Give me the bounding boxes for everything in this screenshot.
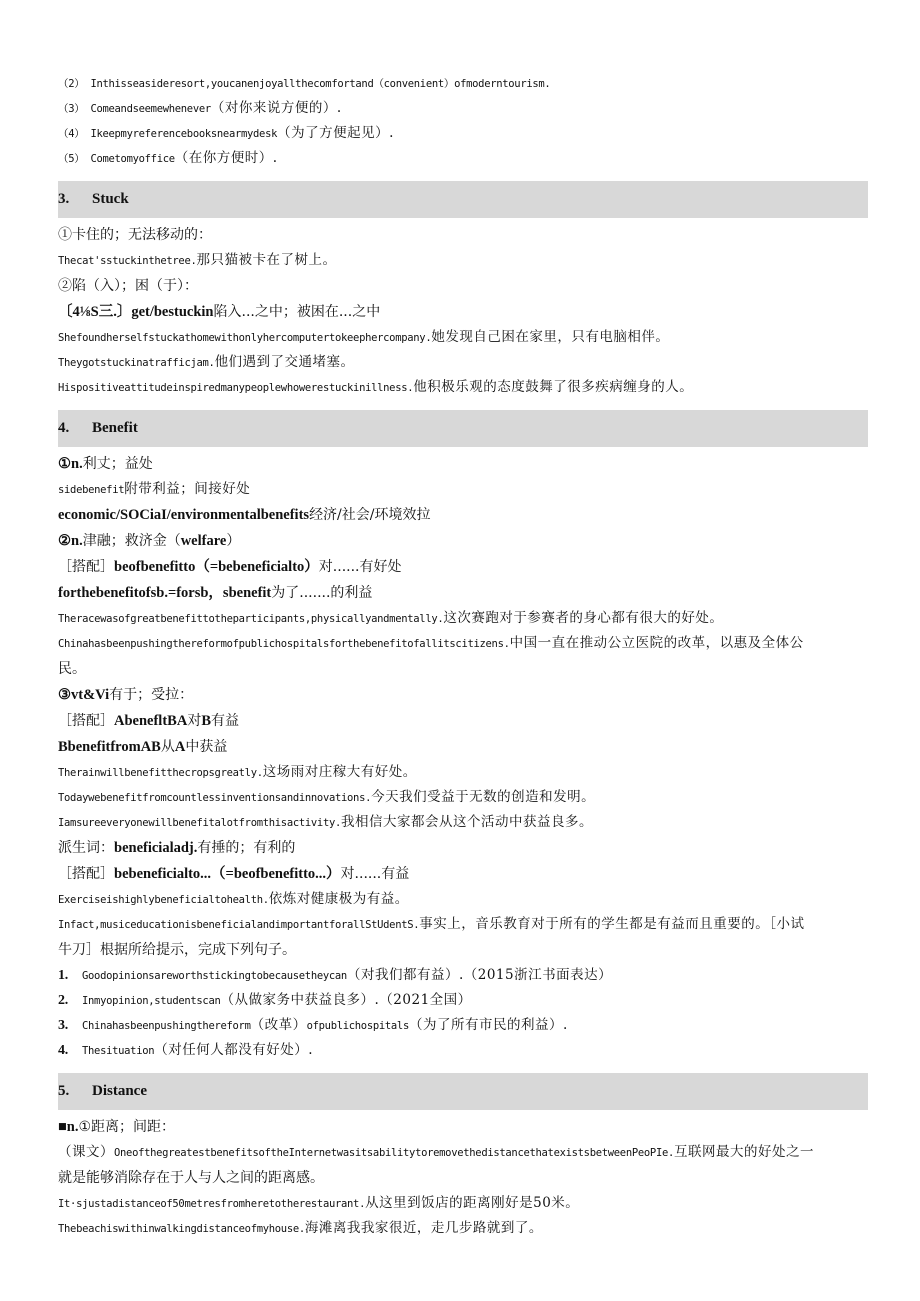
- example-cn: 那只猫被卡在了树上。: [196, 252, 337, 268]
- example-sentence: [58, 606, 868, 631]
- collocation-label: ［搭配］: [58, 713, 114, 729]
- definition-cn: 利丈；益处: [82, 456, 153, 472]
- derivative-en: beneficialadj.: [114, 840, 198, 856]
- example-sentence: [58, 350, 868, 375]
- section-header-stuck: [58, 181, 868, 218]
- example-en: It·sjustadistanceof50metresfromheretotherestaurant.: [58, 1198, 366, 1210]
- example-sentence: [58, 1216, 868, 1241]
- definition-en: welfare: [180, 533, 227, 549]
- section-number: 3.: [58, 191, 70, 207]
- collocation-label: ［搭配］: [58, 866, 114, 882]
- example-cn: 她发现自己困在家里，只有电脑相伴。: [431, 329, 670, 345]
- collocation: [58, 708, 868, 734]
- collocation-cn: 对......有益: [340, 866, 410, 882]
- collocation-cn: 经济/社会/环境效拉: [309, 507, 431, 523]
- definition: [58, 451, 868, 477]
- collocation-cn: 从: [160, 739, 175, 755]
- collocation-cn: 对: [187, 713, 202, 729]
- exercise-item: [58, 988, 868, 1013]
- collocation: [58, 502, 868, 528]
- example-sentence: [58, 887, 868, 912]
- collocation-cn: 为了.......的利益: [271, 585, 373, 601]
- example-sentence: [58, 248, 868, 273]
- example-cn: 中国一直在推动公立医院的改革，以惠及全体公: [509, 635, 804, 651]
- example-en: Thebeachiswithinwalkingdistanceofmyhouse.: [58, 1223, 305, 1235]
- section-title: Benefit: [92, 420, 138, 436]
- collocation: [58, 477, 868, 502]
- example-sentence: [58, 1191, 868, 1216]
- collocation: [58, 554, 868, 580]
- exercise-number: 4.: [58, 1043, 68, 1058]
- example-cn: 这次赛跑对于参赛者的身心都有很大的好处。: [443, 610, 724, 626]
- collocation-en: beofbenefitto（=bebeneficialto）: [114, 559, 319, 575]
- exercise-number: 1.: [58, 968, 68, 983]
- collocation-en: sidebenefit: [58, 484, 125, 496]
- example-en: Therainwillbenefitthecropsgreatly.: [58, 767, 263, 779]
- exercise-hint: （对任何人都没有好处）.: [154, 1042, 314, 1058]
- example-cn: 他们遇到了交通堵塞。: [214, 354, 355, 370]
- item-text: Cometomyoffice: [90, 153, 175, 165]
- exercise-number: 2.: [58, 993, 68, 1008]
- example-cn: 他积极乐观的态度鼓舞了很多疾病缠身的人。: [413, 379, 694, 395]
- example-sentence: [58, 1140, 868, 1165]
- example-continuation: 就是能够消除存在于人与人之间的距离感。: [58, 1170, 324, 1186]
- example-en: Infact,musiceducationisbeneficialandimportantforallStUdentS.: [58, 919, 420, 931]
- item-hint: （对你来说方便的）.: [210, 100, 342, 116]
- example-cn: 从这里到饭店的距离刚好是50米。: [365, 1195, 580, 1211]
- definition-pos: ■n.: [58, 1119, 79, 1135]
- example-en: Chinahasbeenpushingthereformofpublichospitalsforthebenefitofallitscitizens.: [58, 638, 510, 650]
- phrase: [58, 299, 868, 325]
- item-number: （3）: [58, 103, 85, 115]
- example-continuation: 民。: [58, 661, 86, 677]
- exercise-number: 3.: [58, 1018, 68, 1033]
- definition-cn: ）: [226, 533, 241, 549]
- definition-cn: 有于；受拉：: [109, 687, 194, 703]
- example-en: Shefoundherselfstuckathomewithonlyhercomputertokeephercompany.: [58, 332, 432, 344]
- section-header-benefit: [58, 410, 868, 447]
- example-cn: 海滩离我我家很近，走几步路就到了。: [304, 1220, 543, 1236]
- example-source: （课文）: [58, 1144, 114, 1160]
- item-number: （2）: [58, 78, 85, 90]
- item-text: Comeandseemewhenever: [90, 103, 211, 115]
- example-sentence: [58, 912, 868, 937]
- exercise-source: （2015浙江书面表达）: [463, 967, 613, 983]
- example-en: Hispositiveattitudeinspiredmanypeoplewhowerestuckinillness.: [58, 382, 414, 394]
- collocation: [58, 580, 868, 606]
- item-number: （5）: [58, 153, 85, 165]
- derivative: [58, 835, 868, 861]
- exercise-hint: （对我们都有益）.: [346, 967, 464, 983]
- exercise-text: ofpublichospitals: [306, 1020, 409, 1032]
- example-en: OneofthegreatestbenefitsoftheInternetwasitsabilitytoremovethedistancethatexistsbetweenPeoPIe.: [114, 1147, 675, 1159]
- exercise-source: （2021全国）: [379, 992, 472, 1008]
- example-sentence: [58, 760, 868, 785]
- intro-item-3: [58, 96, 868, 121]
- example-en: Theracewasofgreatbenefittotheparticipants,physicallyandmentally.: [58, 613, 444, 625]
- item-number: （4）: [58, 128, 85, 140]
- section-number: 5.: [58, 1083, 70, 1099]
- example-sentence: [58, 785, 868, 810]
- example-continuation: 牛刀］根据所给提示，完成下列句子。: [58, 942, 296, 958]
- exercise-hint: （改革）: [250, 1017, 307, 1033]
- intro-item-4: [58, 121, 868, 146]
- collocation-en: forthebenefitofsb.=forsb，sbenefit: [58, 585, 272, 601]
- definition-pos: ①n.: [58, 456, 83, 472]
- example-en: Thecat'sstuckinthetree.: [58, 255, 197, 267]
- exercise-text: Inmyopinion,studentscan: [82, 995, 221, 1007]
- example-en: Theygotstuckinatrafficjam.: [58, 357, 215, 369]
- example-sentence: [58, 810, 868, 835]
- item-hint: （在你方便时）.: [174, 150, 278, 166]
- definition-pos: ②n.: [58, 533, 83, 549]
- derivative-label: 派生词：: [58, 840, 114, 856]
- item-text: Inthisseasideresort,youcanenjoyallthecomfortand（convenient）ofmoderntourism.: [90, 78, 551, 90]
- example-sentence: [58, 631, 868, 656]
- collocation-en: bebeneficialto...（=beofbenefitto...）: [114, 866, 341, 882]
- definition: ①卡住的；无法移动的：: [58, 227, 212, 243]
- collocation-cn: 附带利益；间接好处: [124, 481, 251, 497]
- definition: [58, 682, 868, 708]
- exercise-item: [58, 963, 868, 988]
- exercise-item: [58, 1013, 868, 1038]
- example-cn: 事实上，音乐教育对于所有的学生都是有益而且重要的。［小试: [419, 916, 805, 932]
- exercise-text: Thesituation: [82, 1045, 155, 1057]
- exercise-hint: （从做家务中获益良多）.: [220, 992, 380, 1008]
- example-en: Iamsureeveryonewillbenefitalotfromthisactivity.: [58, 817, 342, 829]
- collocation-cn: 有益: [210, 713, 239, 729]
- section-title: Distance: [92, 1083, 147, 1099]
- example-sentence: [58, 325, 868, 350]
- section-header-distance: [58, 1073, 868, 1110]
- example-cn: 这场雨对庄稼大有好处。: [262, 764, 417, 780]
- definition-pos: ③vt&Vi: [58, 687, 110, 703]
- collocation-en: economic/SOCiaI/environmentalbenefits: [58, 507, 310, 523]
- intro-item-2: [58, 72, 868, 96]
- exercise-hint: （为了所有市民的利益）.: [408, 1017, 568, 1033]
- definition-cn: 津融；救济金（: [82, 533, 181, 549]
- intro-item-5: [58, 146, 868, 171]
- collocation: [58, 861, 868, 887]
- example-cn: 今天我们受益于无数的创造和发明。: [371, 789, 596, 805]
- derivative-cn: 有捶的；有利的: [197, 840, 296, 856]
- item-text: Ikeepmyreferencebooksnearmydesk: [90, 128, 278, 140]
- collocation-en: AbenefltBA: [114, 713, 188, 729]
- definition: [58, 1114, 868, 1140]
- exercise-item: [58, 1038, 868, 1063]
- example-en: Exerciseishighlybeneficialtohealth.: [58, 894, 269, 906]
- definition: [58, 528, 868, 554]
- collocation-cn: 中获益: [185, 739, 228, 755]
- section-number: 4.: [58, 420, 70, 436]
- phrase-en: 〔4⅛S三.〕get/bestuckin: [58, 304, 214, 320]
- collocation-en: BbenefitfromAB: [58, 739, 161, 755]
- collocation-en: B: [201, 713, 211, 729]
- collocation-label: ［搭配］: [58, 559, 114, 575]
- example-sentence: [58, 375, 868, 400]
- exercise-text: Goodopinionsareworthstickingtobecausetheycan: [82, 970, 347, 982]
- example-en: Todaywebenefitfromcountlessinventionsandinnovations.: [58, 792, 372, 804]
- section-title: Stuck: [92, 191, 129, 207]
- collocation: [58, 734, 868, 760]
- example-cn: 依炼对健康极为有益。: [268, 891, 409, 907]
- item-hint: （为了方便起见）.: [277, 125, 394, 141]
- example-cn: 互联网最大的好处之一: [674, 1144, 815, 1160]
- definition: ②陷（入）；困（于）：: [58, 278, 198, 294]
- collocation-cn: 对......有好处: [318, 559, 402, 575]
- collocation-en: A: [174, 739, 186, 755]
- exercise-text: Chinahasbeenpushingthereform: [82, 1020, 251, 1032]
- phrase-cn: 陷入...之中；被困在...之中: [213, 304, 381, 320]
- definition-cn: ①距离；间距：: [78, 1119, 176, 1135]
- example-cn: 我相信大家都会从这个活动中获益良多。: [341, 814, 594, 830]
